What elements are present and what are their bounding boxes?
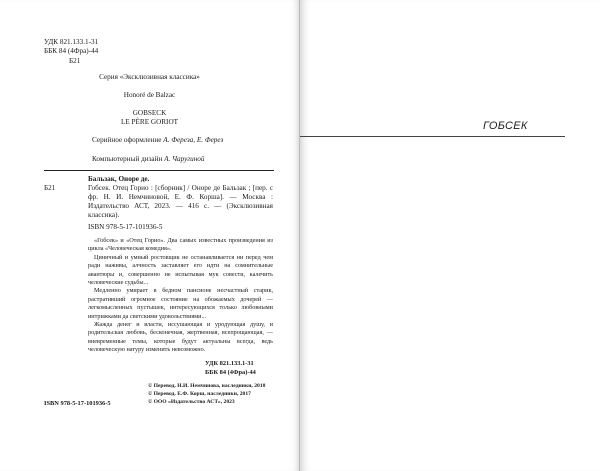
bbk-code-top: ББК 84 (4Фра)-44 [44, 47, 99, 55]
author-original-name: Honoré de Balzac [123, 91, 176, 99]
original-title-2: LE PÈRE GORIOT [120, 118, 179, 126]
udk-code-bottom: УДК 821.133.1-31 [205, 360, 254, 367]
isbn-catalog: ISBN 978-5-17-101936-5 [88, 223, 163, 231]
half-title-page [300, 0, 600, 471]
bbk-code-bottom: ББК 84 (4Фра)-44 [205, 369, 256, 376]
computer-design-credit: Компьютерный дизайн А. Чаругиной [92, 155, 205, 163]
catalog-description: Гобсек. Отец Горио : [сборник] / Оноре де Бальзак ; [пер. с фр. Н. И. Немчиновой, Е. Ф. Корша]. — Москва : Издательство АСТ, 2023. — 416 с. — (Эксклюзивная классика). [88, 184, 273, 219]
series-name: Серия «Эксклюзивная классика» [99, 73, 200, 81]
half-title-rule [300, 136, 565, 137]
annotation-paragraph-4: Жажда денег и власти, иссушающая и уродующая душу, и родительская любовь, бесконечная, жертвенная, всепрощающая, — вневременные темы, которые будут актуальны всегда, ведь человеческую натуру изменить невозможно. [88, 321, 273, 354]
copyright-1: © Перевод. Н.И. Немчинова, наследники, 2018 [148, 383, 266, 389]
copyright-2: © Перевод. Е.Ф. Корш, наследники, 2017 [148, 391, 251, 397]
annotation-block [88, 237, 273, 355]
catalog-author: Бальзак, Оноре де. [88, 175, 150, 183]
half-title: ГОБСЕК [483, 120, 528, 132]
annotation-paragraph-3: Медленно умирает в бедном пансионе несчастный старик, растративший огромное состояние на обожаемых дочерей — легкомысленных пустышек, интересующихся только любовными интрижками да светскими удовольствиями... [88, 287, 273, 320]
imprint-page [0, 0, 299, 471]
copyright-3: © ООО «Издательство АСТ», 2023 [148, 399, 235, 405]
udk-code-top: УДК 821.133.1-31 [44, 38, 99, 46]
catalog-author-mark: Б21 [44, 184, 56, 192]
isbn-bottom: ISBN 978-5-17-101936-5 [44, 400, 111, 407]
author-mark-top: Б21 [69, 57, 81, 65]
original-title-1: GOBSECK [132, 109, 167, 117]
annotation-paragraph-1: «Гобсек» и «Отец Горио». Два самых известных произведения из цикла «Человеческая комедия». [88, 237, 273, 253]
serial-design-credit: Серийное оформление А. Фереза, Е. Ферез [92, 136, 224, 144]
annotation-paragraph-2: Циничный и умный ростовщик не останавливается ни перед чем ради наживы, алчность заставляет его идти на сомнительные авантюры и, совершенно не испытывая мук совести, калечить человеческие судьбы... [88, 253, 273, 287]
separator-rule [44, 170, 274, 171]
